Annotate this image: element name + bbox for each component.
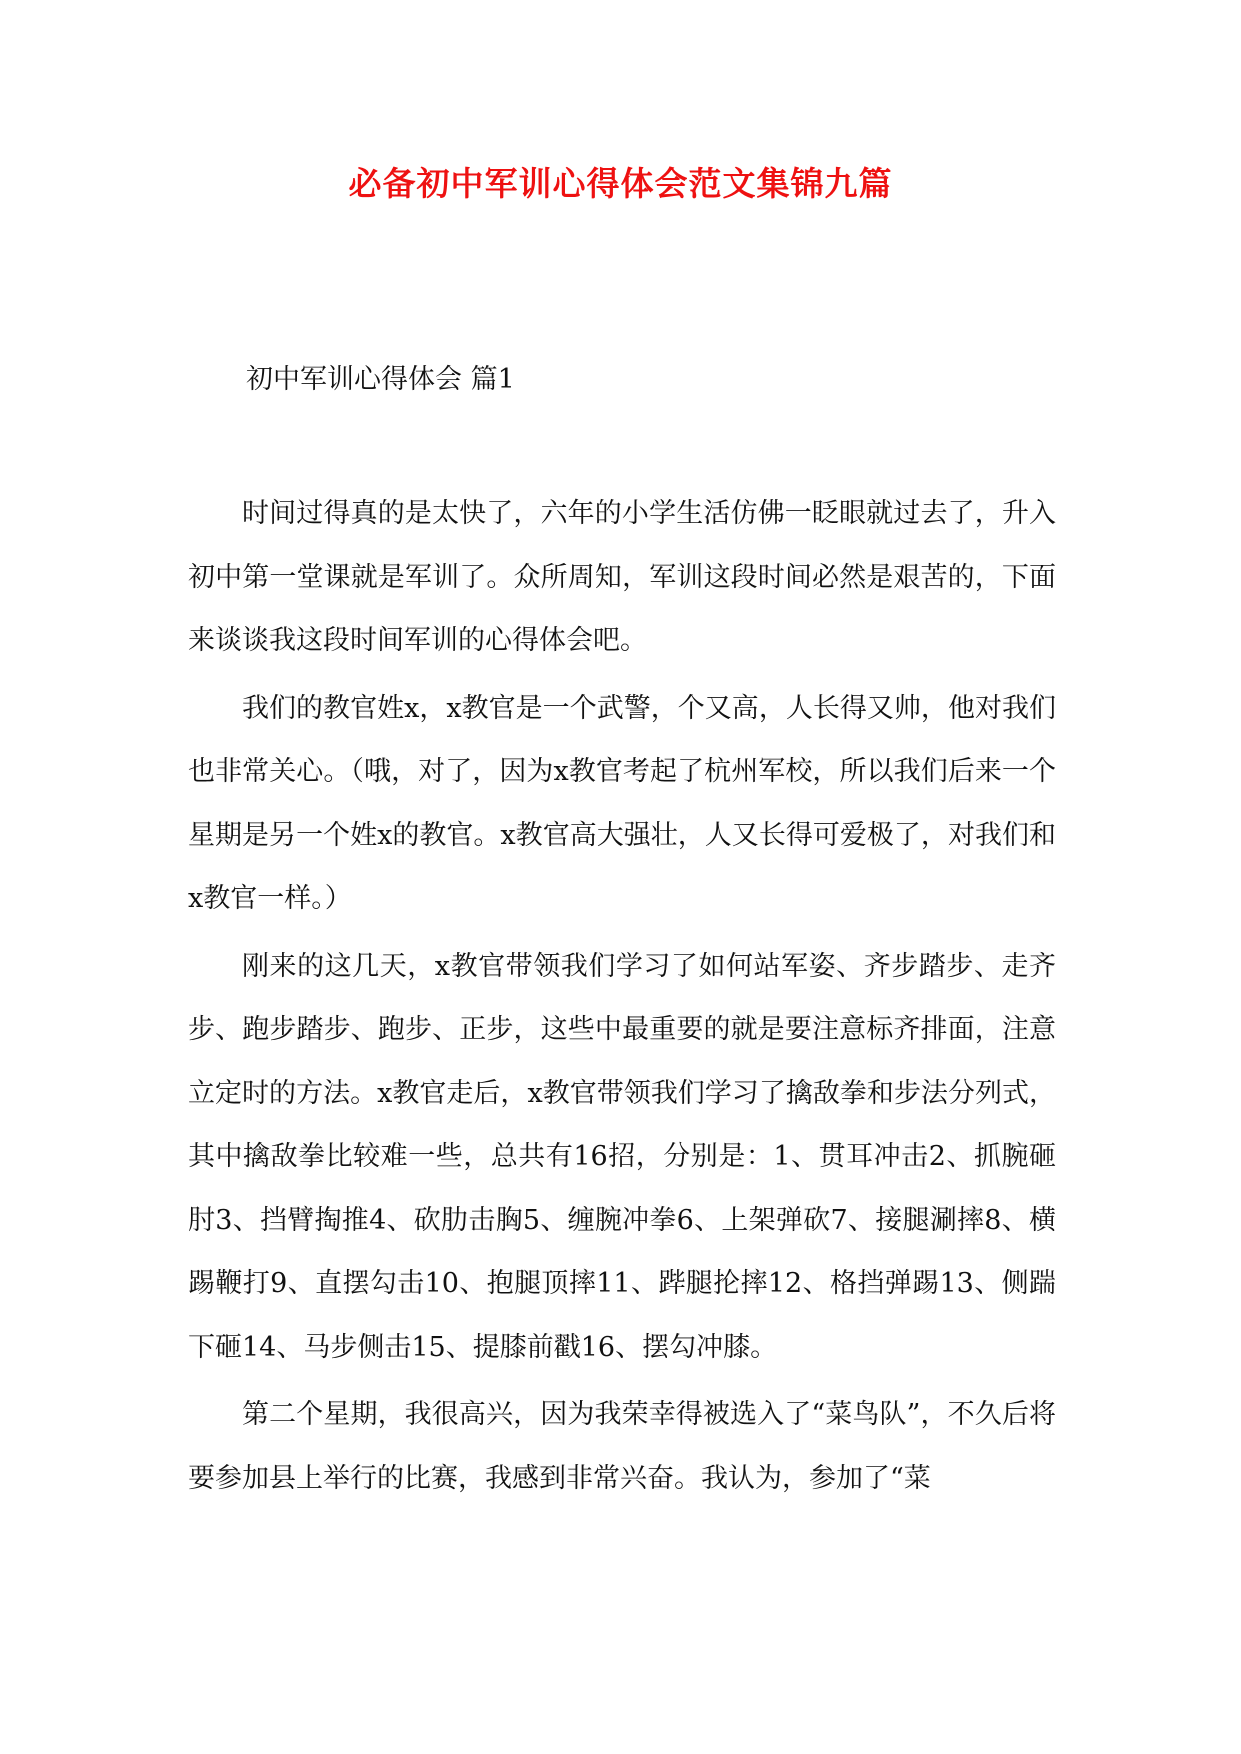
paragraph: 第二个星期，我很高兴，因为我荣幸得被选入了“菜鸟队”，不久后将要参加县上举行的比赛，我感到非常兴奋。我认为，参加了“菜 <box>188 1399 1056 1494</box>
paragraph: 时间过得真的是太快了，六年的小学生活仿佛一眨眼就过去了，升入初中第一堂课就是军训了。众所周知，军训这段时间必然是艰苦的，下面来谈谈我这段时间军训的心得体会吧。 <box>188 498 1056 656</box>
section-heading: 初中军训心得体会 篇1 <box>246 364 515 395</box>
paragraph: 刚来的这几天，x教官带领我们学习了如何站军姿、齐步踏步、走齐步、跑步踏步、跑步、正步，这些中最重要的就是要注意标齐排面，注意立定时的方法。x教官走后，x教官带领我们学习了擒敌拳和步法分列式，其中擒敌拳比较难一些，总共有16招，分别是：1、贯耳冲击2、抓腕砸肘3、挡臂掏推4、砍肋击胸5、缠腕冲拳6、上架弹砍7、接腿涮摔8、横踢鞭打9、直摆勾击10、抱腿顶摔11、跸腿抡摔12、格挡弹踢13、侧踹下砸14、马步侧击15、提膝前戳16、摆勾冲膝。 <box>188 950 1056 1363</box>
document-body <box>188 482 1056 1514</box>
paragraph: 我们的教官姓x，x教官是一个武警，个又高，人长得又帅，他对我们也非常关心。（哦，对了，因为x教官考起了杭州军校，所以我们后来一个星期是另一个姓x的教官。x教官高大强壮，人又长得可爱极了，对我们和x教官一样。） <box>188 692 1056 914</box>
document-title: 必备初中军训心得体会范文集锦九篇 <box>348 164 893 203</box>
